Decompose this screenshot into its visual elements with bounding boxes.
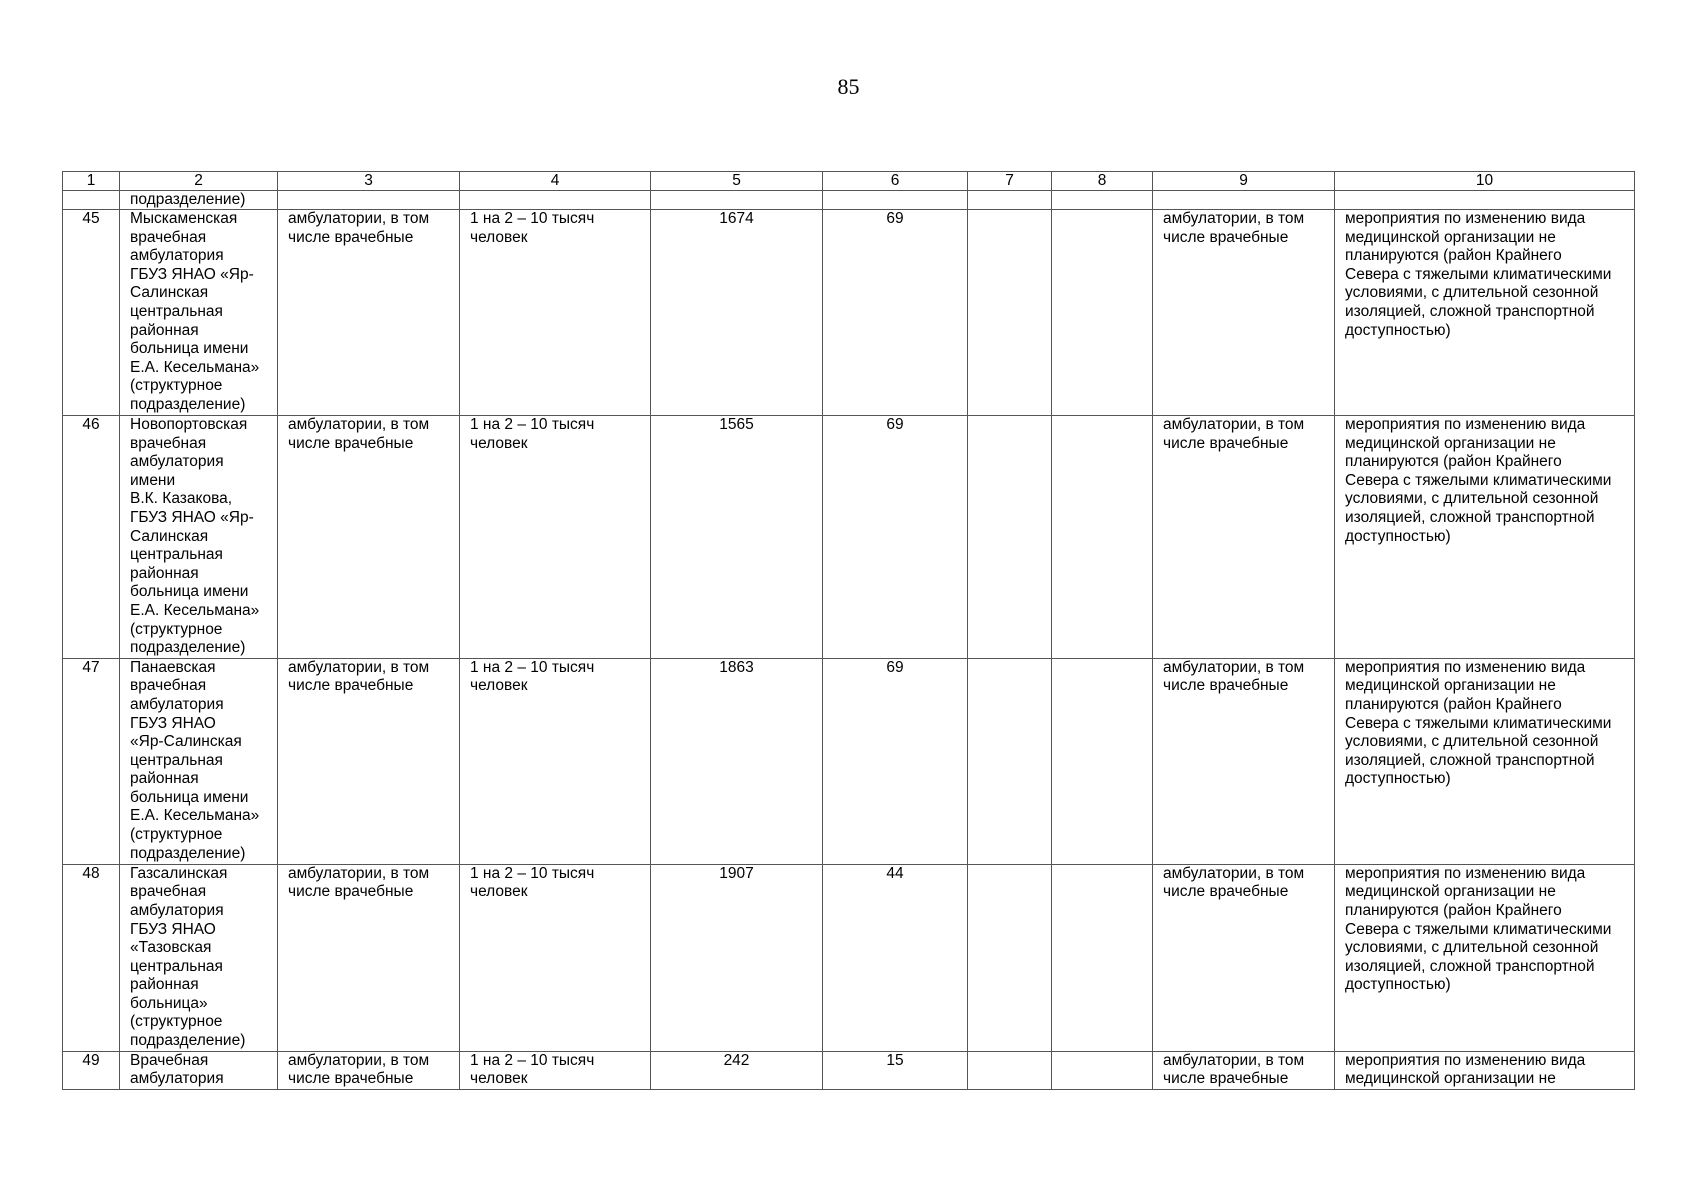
- cell-col5: 1565: [651, 416, 823, 659]
- cell-number: 47: [63, 658, 120, 864]
- cell-number: 46: [63, 416, 120, 659]
- column-header: 5: [651, 172, 823, 191]
- cell-number: 45: [63, 210, 120, 416]
- cell-col10: мероприятия по изменению вида медицинской организации не планируются (район Крайнего Севера с тяжелыми климатическими условиями, с длительной сезонной изоляцией, сложной транспортной доступностью): [1335, 210, 1635, 416]
- cell-col7: [968, 416, 1052, 659]
- cell-number: 49: [63, 1051, 120, 1089]
- column-header: 3: [278, 172, 460, 191]
- cell-col8: [1052, 658, 1153, 864]
- cell-col6: 69: [823, 658, 968, 864]
- cell-norm: 1 на 2 – 10 тысяч человек: [460, 658, 651, 864]
- cell-col9: амбулатории, в том числе врачебные: [1153, 210, 1335, 416]
- column-header: 2: [120, 172, 278, 191]
- table-row: [63, 864, 1635, 1051]
- cell-name: Новопортовская врачебная амбулатория имени В.К. Казакова, ГБУЗ ЯНАО «Яр- Салинская центральная районная больница имени Е.А. Кесельмана» (структурное подразделение): [120, 416, 278, 659]
- table-body: [63, 172, 1635, 1090]
- column-header: 7: [968, 172, 1052, 191]
- cell-col9: амбулатории, в том числе врачебные: [1153, 1051, 1335, 1089]
- cell-name: Врачебная амбулатория: [120, 1051, 278, 1089]
- cell-col5: 1863: [651, 658, 823, 864]
- cell-col6: 69: [823, 210, 968, 416]
- cell-col8: [1052, 210, 1153, 416]
- cell-col7: [968, 864, 1052, 1051]
- column-header: 1: [63, 172, 120, 191]
- cell-col10: мероприятия по изменению вида медицинской организации не планируются (район Крайнего Севера с тяжелыми климатическими условиями, с длительной сезонной изоляцией, сложной транспортной доступностью): [1335, 864, 1635, 1051]
- cell-col5: 1674: [651, 210, 823, 416]
- column-header: 8: [1052, 172, 1153, 191]
- cell-col5: 1907: [651, 864, 823, 1051]
- cell-number: 48: [63, 864, 120, 1051]
- cell-norm: 1 на 2 – 10 тысяч человек: [460, 864, 651, 1051]
- cell-type: амбулатории, в том числе врачебные: [278, 210, 460, 416]
- cell-col10: мероприятия по изменению вида медицинской организации не: [1335, 1051, 1635, 1089]
- cell-name: Газсалинская врачебная амбулатория ГБУЗ ЯНАО «Тазовская центральная районная больница» (структурное подразделение): [120, 864, 278, 1051]
- cell-type: амбулатории, в том числе врачебные: [278, 1051, 460, 1089]
- column-header: 9: [1153, 172, 1335, 191]
- table-row: [63, 658, 1635, 864]
- cell-col9: амбулатории, в том числе врачебные: [1153, 416, 1335, 659]
- cell-name: Мыскаменская врачебная амбулатория ГБУЗ ЯНАО «Яр- Салинская центральная районная больница имени Е.А. Кесельмана» (структурное подразделение): [120, 210, 278, 416]
- cell-norm: 1 на 2 – 10 тысяч человек: [460, 416, 651, 659]
- cell-norm: 1 на 2 – 10 тысяч человек: [460, 1051, 651, 1089]
- cell-col7: [968, 1051, 1052, 1089]
- cell-col10: мероприятия по изменению вида медицинской организации не планируются (район Крайнего Севера с тяжелыми климатическими условиями, с длительной сезонной изоляцией, сложной транспортной доступностью): [1335, 416, 1635, 659]
- column-number-header: [63, 172, 1635, 191]
- cell-col10: мероприятия по изменению вида медицинской организации не планируются (район Крайнего Севера с тяжелыми климатическими условиями, с длительной сезонной изоляцией, сложной транспортной доступностью): [1335, 658, 1635, 864]
- cell-col5: 242: [651, 1051, 823, 1089]
- cell-col6: 44: [823, 864, 968, 1051]
- cell-col6: 15: [823, 1051, 968, 1089]
- cell-col7: [968, 658, 1052, 864]
- cell-norm: 1 на 2 – 10 тысяч человек: [460, 210, 651, 416]
- cell-name: подразделение): [120, 191, 278, 210]
- column-header: 6: [823, 172, 968, 191]
- cell-col8: [1052, 864, 1153, 1051]
- cell-type: амбулатории, в том числе врачебные: [278, 416, 460, 659]
- table-row: [63, 416, 1635, 659]
- facilities-table: [62, 171, 1635, 1090]
- cell-col9: амбулатории, в том числе врачебные: [1153, 864, 1335, 1051]
- column-header: 4: [460, 172, 651, 191]
- cell-col8: [1052, 1051, 1153, 1089]
- column-header: 10: [1335, 172, 1635, 191]
- cell-type: амбулатории, в том числе врачебные: [278, 864, 460, 1051]
- table-row: [63, 1051, 1635, 1089]
- cell-col6: 69: [823, 416, 968, 659]
- cell-type: амбулатории, в том числе врачебные: [278, 658, 460, 864]
- continuation-row: [63, 191, 1635, 210]
- cell-col9: амбулатории, в том числе врачебные: [1153, 658, 1335, 864]
- table-row: [63, 210, 1635, 416]
- cell-col8: [1052, 416, 1153, 659]
- cell-name: Панаевская врачебная амбулатория ГБУЗ ЯНАО «Яр-Салинская центральная районная больница имени Е.А. Кесельмана» (структурное подразделение): [120, 658, 278, 864]
- cell-col7: [968, 210, 1052, 416]
- page-number: 85: [837, 74, 860, 99]
